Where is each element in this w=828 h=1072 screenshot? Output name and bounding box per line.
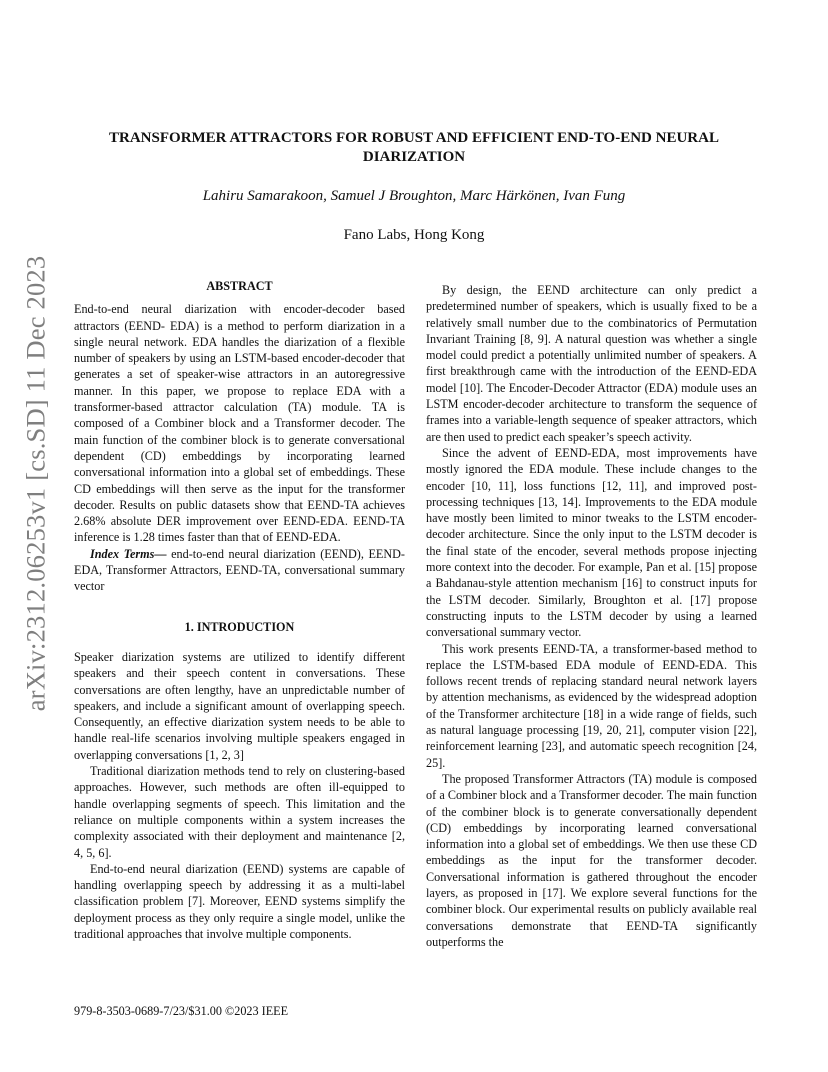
affiliation: Fano Labs, Hong Kong: [343, 227, 485, 243]
abstract-heading: ABSTRACT: [206, 279, 273, 293]
abstract-body: End-to-end neural diarization with encoder-decoder based attractors (EEND- EDA) is a method to perform diarization in a single neural network. EDA handles the diarization of a flexible number of speakers by using an LSTM-based encoder-decoder that generates a set of speaker-wise attractors in an autoregressive manner. In this paper, we propose to replace EDA with a transformer-based attractor calculation (TA) module. TA is composed of a Combiner block and a Transformer decoder. The main function of the combiner block is to generate conversational dependent (CD) embeddings by incorporating learned conversational information into a global set of embeddings. These CD embeddings will then serve as the input for the transformer decoder. Results on public datasets show that EEND-TA achieves 2.68% absolute DER improvement over EEND-EDA. EEND-TA inference is 1.28 times faster than that of EEND-EDA.: [74, 302, 405, 545]
intro-paragraph-1: Speaker diarization systems are utilized to identify different speakers and their speech content in conversations. These conversations are often lengthy, have an unpredictable number of speakers, and include a significant amount of overlapping speech. Consequently, an effective diarization system needs to be able to handle real-life scenarios involving multiple speakers engaged in overlapping conversations [1, 2, 3]: [74, 649, 405, 762]
right-paragraph-4: The proposed Transformer Attractors (TA) module is composed of a Combiner block and a Transformer decoder. The main function of the combiner block is to generate conversationally dependent (CD) embeddings by incorporating learned conversational information into a global set of embeddings. We then use these CD embeddings as the input for the transformer decoder. Conversational information is gathered throughout the encoder layers, as proposed in [17]. We explore several functions for the combiner block. Our experimental results on publicly available real conversations demonstrate that EEND-TA significantly outperforms the: [426, 771, 757, 949]
authors: Lahiru Samarakoon, Samuel J Broughton, Marc Härkönen, Ivan Fung: [202, 188, 626, 204]
left-column: [74, 278, 405, 942]
index-terms-label: Index Terms—: [90, 546, 167, 561]
intro-paragraph-2: Traditional diarization methods tend to rely on clustering-based approaches. However, such methods are often ill-equipped to handle overlapping segments of speech. This limitation and the reliance on multiple components within a system increases the complexity associated with their deployment and maintenance [2, 4, 5, 6].: [74, 764, 405, 860]
copyright-footer: 979-8-3503-0689-7/23/$31.00 ©2023 IEEE: [74, 1004, 289, 1018]
right-paragraph-3: This work presents EEND-TA, a transformer-based method to replace the LSTM-based EDA module of EEND-EDA. This follows recent trends of replacing standard neural network layers by attention mechanisms, as evidenced by the widespread adoption of the Transformer architecture [18] in a wide range of fields, such as natural language processing [19, 20, 21], computer vision [22], reinforcement learning [23], and automatic speech recognition [24, 25].: [426, 641, 757, 770]
right-column: [426, 282, 757, 950]
arxiv-id: arXiv:2312.06253v1 [cs.SD] 11 Dec 2023: [20, 255, 51, 711]
paper-title: [74, 129, 754, 167]
right-paragraph-2: Since the advent of EEND-EDA, most improvements have mostly ignored the EDA module. These include changes to the encoder [10, 11], loss functions [12, 11], and improved post-processing techniques [13, 14]. Improvements to the EDA module have mostly been limited to minor tweaks to the LSTM encoder-decoder architecture. Since the only input to the LSTM decoder is the final state of the encoder, several methods propose injecting more context into the decoder. For example, Pan et al. [15] propose a Bahdanau-style attention mechanism [16] to construct inputs for the LSTM decoder. Similarly, Broughton et al. [17] propose constructing inputs to the LSTM decoder by using a learned conversational summary vector.: [426, 445, 757, 640]
title-line-1: TRANSFORMER ATTRACTORS FOR ROBUST AND EFFICIENT END-TO-END NEURAL: [109, 130, 719, 146]
index-terms-text: end-to-end neural diarization (EEND), EEND- EDA, Transformer Attractors, EEND-TA, conversational summary vector: [74, 546, 405, 594]
index-terms: [74, 546, 405, 595]
right-paragraph-1: By design, the EEND architecture can only predict a predetermined number of speakers, which is usually fixed to be a relatively small number due to the combinatorics of Permutation Invariant Training [8, 9]. A natural question was whether a single model could predict a potentially unlimited number of speakers. A first breakthrough came with the introduction of the EEND-EDA model [10]. The Encoder-Decoder Attractor (EDA) module uses an LSTM encoder-decoder architecture to transform the sequence of frames into a variable-length sequence of speaker attractors, which are then used to predict each speaker’s speech activity.: [426, 283, 757, 444]
intro-heading: 1. INTRODUCTION: [184, 619, 295, 634]
title-line-2: DIARIZATION: [362, 149, 466, 165]
intro-paragraph-3: End-to-end neural diarization (EEND) systems are capable of handling overlapping speech by addressing it as a multi-label classification problem [7]. Moreover, EEND systems simplify the deployment process as they only require a single model, unlike the traditional approaches that involve multiple components.: [74, 861, 405, 941]
arxiv-watermark: [20, 255, 51, 711]
